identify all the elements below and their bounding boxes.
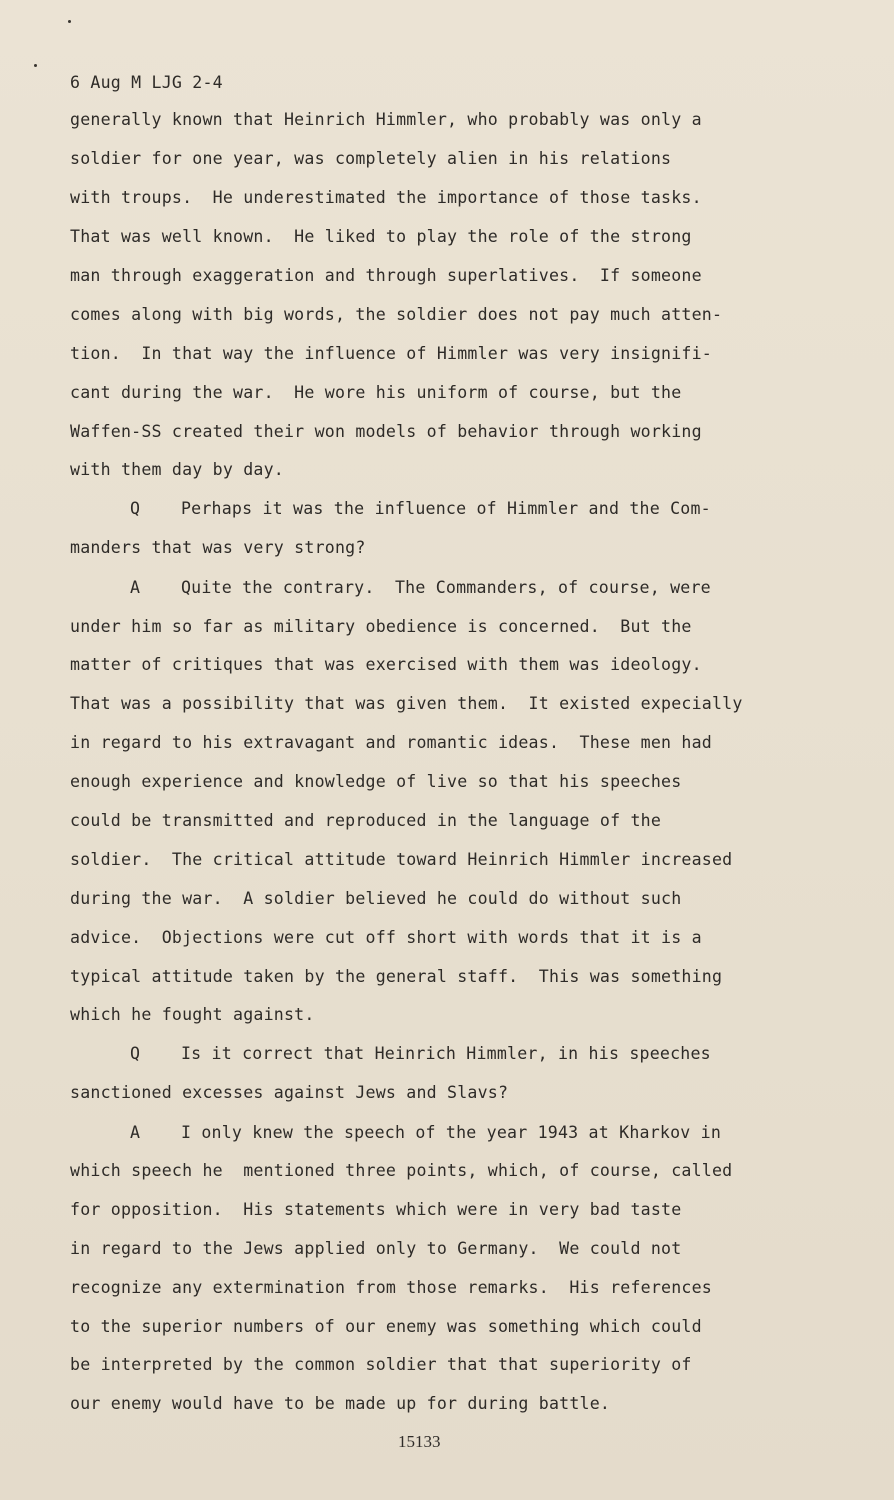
answer-line: A I only knew the speech of the year 1943 at Kharkov in (130, 1123, 722, 1142)
question-line: Q Perhaps it was the influence of Himmler and the Com- (130, 499, 711, 518)
text-line: man through exaggeration and through superlatives. If someone (70, 266, 702, 285)
text-line: Waffen-SS created their won models of behavior through working (70, 422, 702, 441)
text-line: our enemy would have to be made up for during battle. (70, 1394, 611, 1413)
text-line: could be transmitted and reproduced in the language of the (70, 811, 662, 830)
answer-line: A Quite the contrary. The Commanders, of course, were (130, 578, 711, 597)
text-line: with them day by day. (70, 460, 284, 479)
page-reference: 6 Aug M LJG 2-4 (70, 73, 223, 92)
text-line: typical attitude taken by the general staff. This was something (70, 967, 723, 986)
text-line: cant during the war. He wore his uniform of course, but the (70, 383, 682, 402)
text-line: enough experience and knowledge of live so that his speeches (70, 772, 682, 791)
text-line: which he fought against. (70, 1005, 315, 1024)
text-line: to the superior numbers of our enemy was something which could (70, 1317, 702, 1336)
text-line: recognize any extermination from those remarks. His references (70, 1278, 712, 1297)
text-line: in regard to his extravagant and romantic ideas. These men had (70, 733, 712, 752)
text-line: matter of critiques that was exercised with them was ideology. (70, 655, 702, 674)
text-line: That was a possibility that was given them. It existed expecially (70, 694, 743, 713)
text-line: during the war. A soldier believed he could do without such (70, 889, 682, 908)
text-line: manders that was very strong? (70, 538, 366, 557)
question-line: Q Is it correct that Heinrich Himmler, in his speeches (130, 1044, 711, 1063)
text-line: sanctioned excesses against Jews and Slavs? (70, 1083, 509, 1102)
text-line: That was well known. He liked to play the role of the strong (70, 227, 692, 246)
text-line: for opposition. His statements which were in very bad taste (70, 1200, 682, 1219)
text-line: comes along with big words, the soldier does not pay much atten- (70, 305, 723, 324)
text-line: which speech he mentioned three points, which, of course, called (70, 1161, 733, 1180)
text-line: in regard to the Jews applied only to Germany. We could not (70, 1239, 682, 1258)
text-line: soldier. The critical attitude toward Heinrich Himmler increased (70, 850, 733, 869)
text-line: with troups. He underestimated the importance of those tasks. (70, 188, 702, 207)
text-line: under him so far as military obedience is concerned. But the (70, 617, 692, 636)
text-line: advice. Objections were cut off short with words that it is a (70, 928, 702, 947)
text-line: be interpreted by the common soldier that that superiority of (70, 1355, 692, 1374)
page-number: 15133 (398, 1432, 441, 1451)
text-line: generally known that Heinrich Himmler, who probably was only a (70, 110, 702, 129)
text-line: tion. In that way the influence of Himmler was very insignifi- (70, 344, 712, 363)
text-line: soldier for one year, was completely alien in his relations (70, 149, 672, 168)
